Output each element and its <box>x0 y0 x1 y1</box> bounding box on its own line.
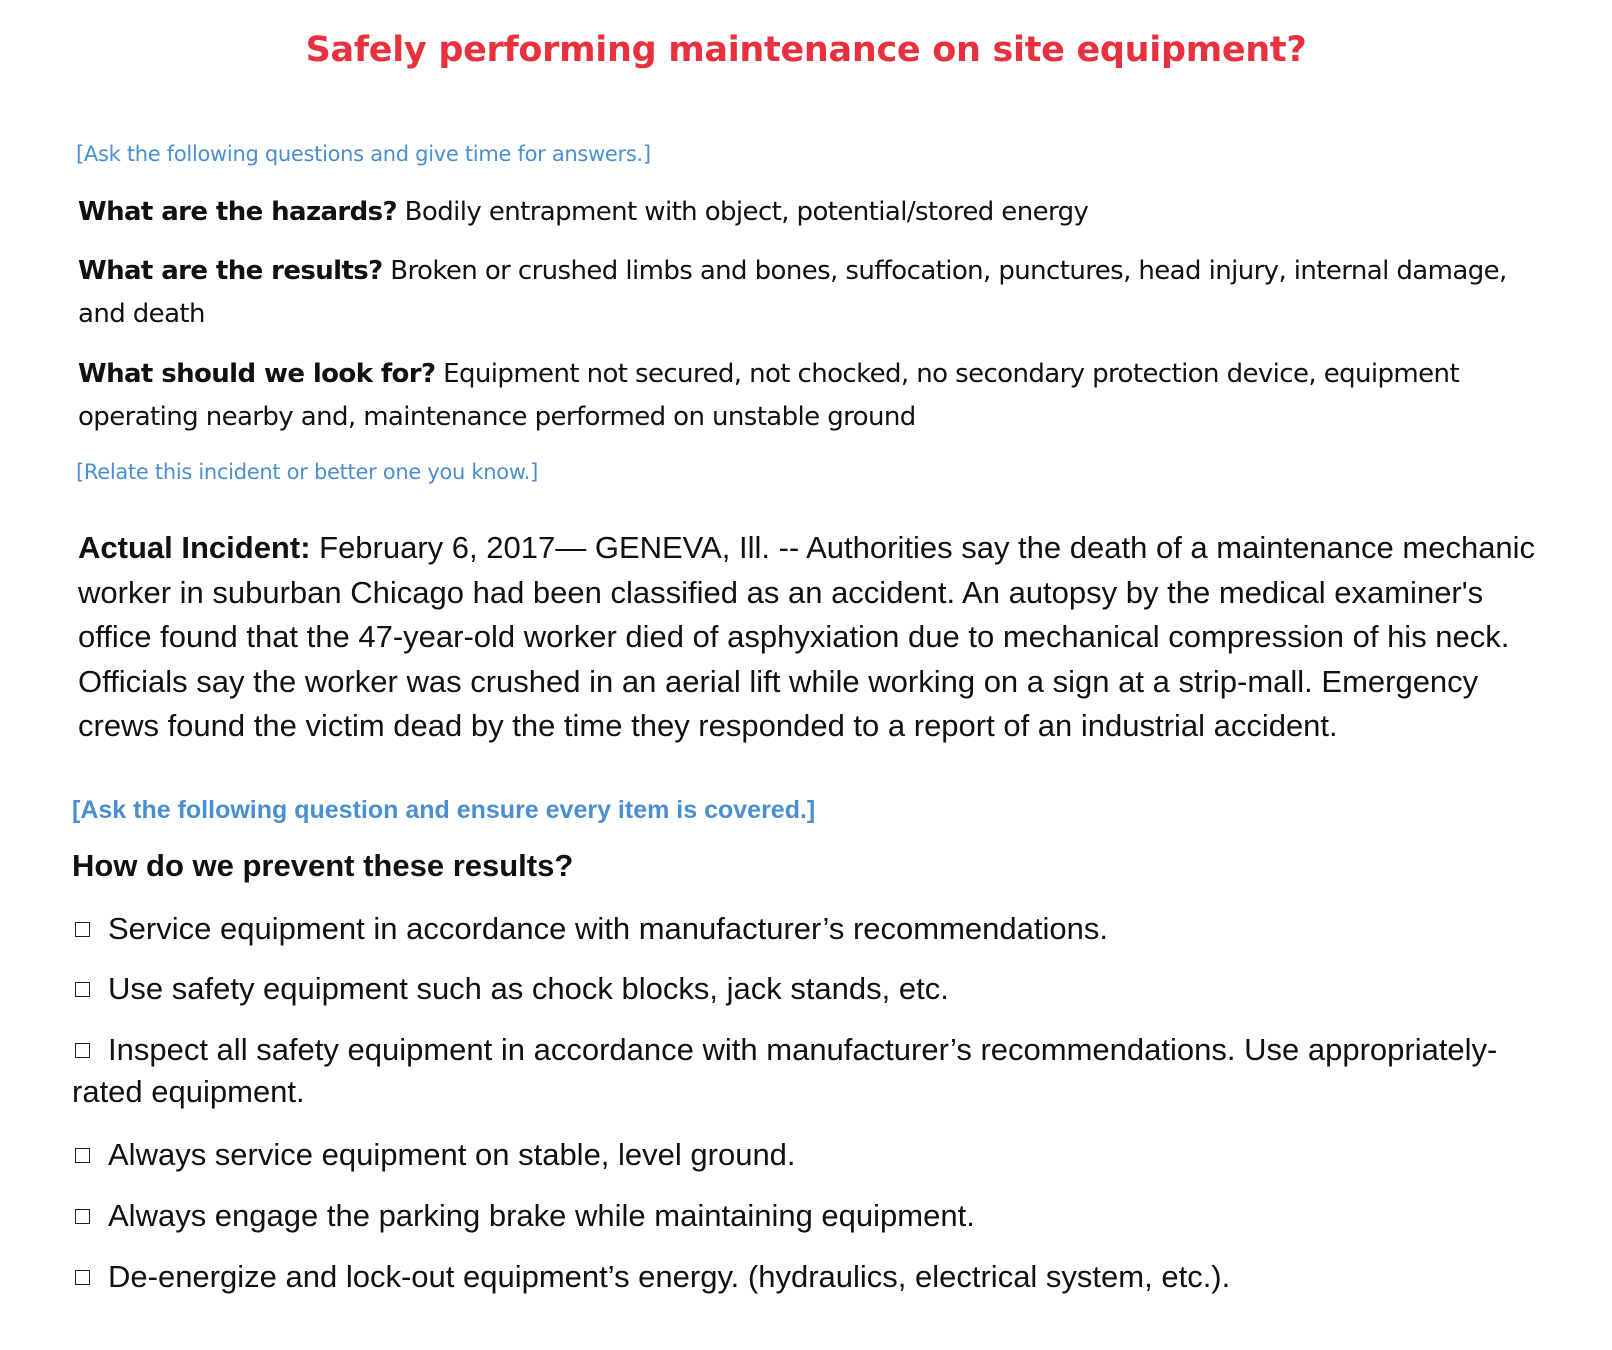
incident-paragraph <box>78 526 1558 749</box>
question-label: What are the results? <box>78 256 383 286</box>
question-look-for <box>78 353 1558 439</box>
checklist-item <box>72 1256 1552 1298</box>
question-results <box>78 250 1558 336</box>
question-label: What should we look for? <box>78 359 436 389</box>
checkbox[interactable] <box>75 1209 90 1224</box>
checklist-item-text: Always service equipment on stable, level ground. <box>108 1137 796 1172</box>
instruction-note-questions: [Ask the following questions and give time for answers.] <box>76 142 651 166</box>
checkbox[interactable] <box>75 982 90 997</box>
instruction-note-prevention: [Ask the following question and ensure every item is covered.] <box>72 796 816 824</box>
checkbox[interactable] <box>75 1043 90 1058</box>
checklist-item-text: Inspect all safety equipment in accordance with manufacturer’s recommendations. Use appropriately-rated equipment. <box>72 1032 1498 1109</box>
question-answer: Bodily entrapment with object, potential/stored energy <box>397 197 1089 227</box>
checklist-item-text: De-energize and lock-out equipment’s energy. (hydraulics, electrical system, etc.). <box>108 1259 1231 1294</box>
checklist-item <box>72 1134 1552 1176</box>
question-hazards <box>78 190 1558 234</box>
checklist-item <box>72 908 1552 950</box>
checklist-item <box>72 1029 1552 1113</box>
question-answer: Equipment not secured, not chocked, no secondary protection device, equipment operating nearby and, maintenance performed on unstable ground <box>78 359 1460 432</box>
question-label: What are the hazards? <box>78 197 398 227</box>
checkbox[interactable] <box>75 1148 90 1163</box>
checkbox[interactable] <box>75 1270 90 1285</box>
checklist-item-text: Service equipment in accordance with manufacturer’s recommendations. <box>108 911 1108 946</box>
page-title: Safely performing maintenance on site equipment? <box>305 30 1307 70</box>
checkbox[interactable] <box>75 922 90 937</box>
checklist-item <box>72 1195 1552 1237</box>
incident-text: February 6, 2017— GENEVA, Ill. -- Authorities say the death of a maintenance mechanic worker in suburban Chicago had been classified as an accident. An autopsy by the medical examiner's office found that the 47-year-old worker died of asphyxiation due to mechanical compression of his neck. Officials say the worker was crushed in an aerial lift while working on a sign at a strip-mall. Emergency crews found the victim dead by the time they responded to a report of an industrial accident. <box>78 530 1536 743</box>
instruction-note-incident: [Relate this incident or better one you know.] <box>76 460 539 484</box>
checklist-item <box>72 968 1552 1010</box>
checklist-item-text: Always engage the parking brake while maintaining equipment. <box>108 1198 975 1233</box>
question-answer: Broken or crushed limbs and bones, suffocation, punctures, head injury, internal damage, and death <box>78 256 1507 329</box>
checklist-item-text: Use safety equipment such as chock blocks, jack stands, etc. <box>108 971 949 1006</box>
prevention-heading: How do we prevent these results? <box>72 848 574 883</box>
incident-label: Actual Incident: <box>78 530 311 565</box>
